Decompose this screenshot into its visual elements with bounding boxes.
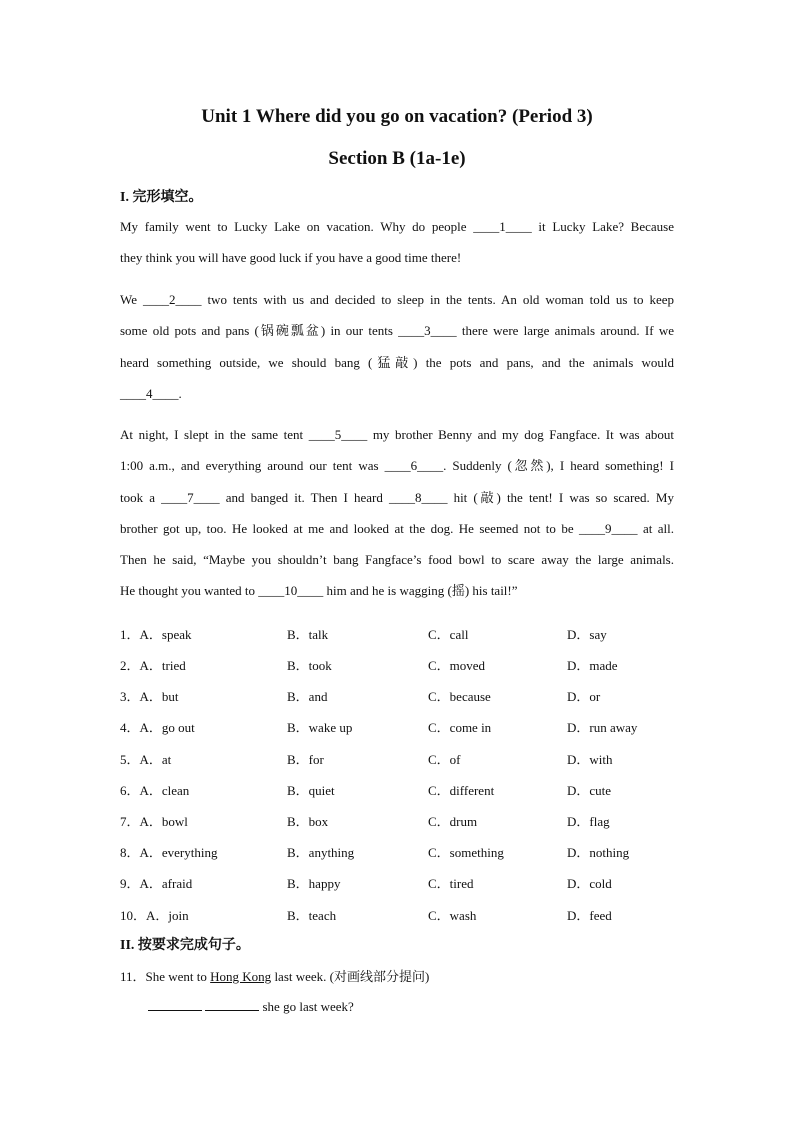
option-c: C．wash: [428, 908, 477, 923]
option-b: B．and: [287, 689, 328, 704]
option-b: B．happy: [287, 876, 341, 891]
option-a: 10．A．join: [120, 908, 189, 923]
option-row: [120, 624, 680, 644]
option-a: 6．A．clean: [120, 783, 190, 798]
option-d: D．flag: [567, 814, 610, 829]
option-row: [120, 842, 680, 862]
option-a: 7．A．bowl: [120, 814, 188, 829]
option-row: [120, 686, 680, 706]
option-d: D．run away: [567, 720, 638, 735]
option-row: [120, 811, 680, 831]
option-b: B．took: [287, 658, 332, 673]
section-heading-sentences: II. 按要求完成句子。: [120, 938, 250, 953]
option-row: [120, 749, 680, 769]
option-b: B．teach: [287, 908, 337, 923]
page-subtitle: Section B (1a-1e): [328, 148, 466, 169]
question-11-answer-tail: she go last week?: [259, 999, 354, 1014]
question-11-underlined: Hong Kong: [210, 969, 272, 984]
question-11-answer: [148, 998, 354, 1015]
passage-line: He thought you wanted to ____10____ him and he is wagging (摇) his tail!”: [120, 583, 518, 599]
passage-line: took a ____7____ and banged it. Then I heard ____8____ hit (敲) the tent! I was so scared. My: [120, 489, 674, 505]
option-b: B．talk: [287, 627, 329, 642]
option-b: B．box: [287, 814, 329, 829]
passage-line: brother got up, too. He looked at me and looked at the dog. He seemed not to be ____9____ at all.: [120, 520, 674, 536]
option-c: C．something: [428, 845, 504, 860]
passage-line: 1:00 a.m., and everything around our tent was ____6____. Suddenly (忽然), I heard something! I: [120, 458, 674, 474]
option-c: C．because: [428, 689, 491, 704]
option-c: C．call: [428, 627, 469, 642]
option-d: D．with: [567, 752, 613, 767]
option-d: D．cold: [567, 876, 612, 891]
section-heading-cloze: I. 完形填空。: [120, 190, 203, 205]
option-c: C．moved: [428, 658, 486, 673]
passage-paragraph: [120, 284, 674, 409]
question-11: [120, 966, 429, 985]
option-c: C．different: [428, 783, 495, 798]
option-row: [120, 717, 680, 737]
answer-blank-1[interactable]: [148, 998, 202, 1011]
option-d: D．say: [567, 627, 607, 642]
option-a: 5．A．at: [120, 752, 172, 767]
page-title: Unit 1 Where did you go on vacation? (Period 3): [201, 106, 593, 127]
option-b: B．wake up: [287, 720, 353, 735]
option-a: 2．A．tried: [120, 658, 186, 673]
answer-blank-2[interactable]: [205, 998, 259, 1011]
passage-line: some old pots and pans (锅碗瓢盆) in our tents ____3____ there were large animals around. If we: [120, 323, 674, 339]
option-a: 1．A．speak: [120, 627, 192, 642]
option-c: C．tired: [428, 876, 474, 891]
passage-paragraph: [120, 211, 674, 274]
passage-line: ____4____.: [120, 385, 182, 401]
passage-line: heard something outside, we should bang (猛敲) the pots and pans, and the animals would: [120, 354, 674, 370]
option-c: C．of: [428, 752, 461, 767]
option-d: D．made: [567, 658, 618, 673]
question-11-prefix: 11．She went to: [120, 969, 211, 984]
passage-line: At night, I slept in the same tent ____5____ my brother Benny and my dog Fangface. It was about: [120, 427, 674, 442]
option-d: D．cute: [567, 783, 612, 798]
option-b: B．anything: [287, 845, 355, 860]
option-b: B．quiet: [287, 783, 335, 798]
option-c: C．drum: [428, 814, 478, 829]
option-row: [120, 655, 680, 675]
passage-line: Then he said, “Maybe you shouldn’t bang Fangface’s food bowl to scare away the large animals.: [120, 552, 674, 568]
option-b: B．for: [287, 752, 324, 767]
passage-line: they think you will have good luck if you have a good time there!: [120, 250, 462, 266]
option-a: 3．A．but: [120, 689, 179, 704]
option-row: [120, 873, 680, 893]
option-d: D．nothing: [567, 845, 630, 860]
passage-line: My family went to Lucky Lake on vacation. Why do people ____1____ it Lucky Lake? Because: [120, 219, 674, 234]
option-d: D．feed: [567, 908, 612, 923]
option-row: [120, 905, 680, 925]
option-d: D．or: [567, 689, 601, 704]
option-a: 8．A．everything: [120, 845, 218, 860]
option-c: C．come in: [428, 720, 492, 735]
option-a: 4．A．go out: [120, 720, 195, 735]
question-11-suffix: last week. (对画线部分提问): [271, 969, 430, 984]
option-row: [120, 780, 680, 800]
passage-line: We ____2____ two tents with us and decided to sleep in the tents. An old woman told us to keep: [120, 292, 674, 307]
passage-paragraph: [120, 419, 674, 607]
option-a: 9．A．afraid: [120, 876, 193, 891]
